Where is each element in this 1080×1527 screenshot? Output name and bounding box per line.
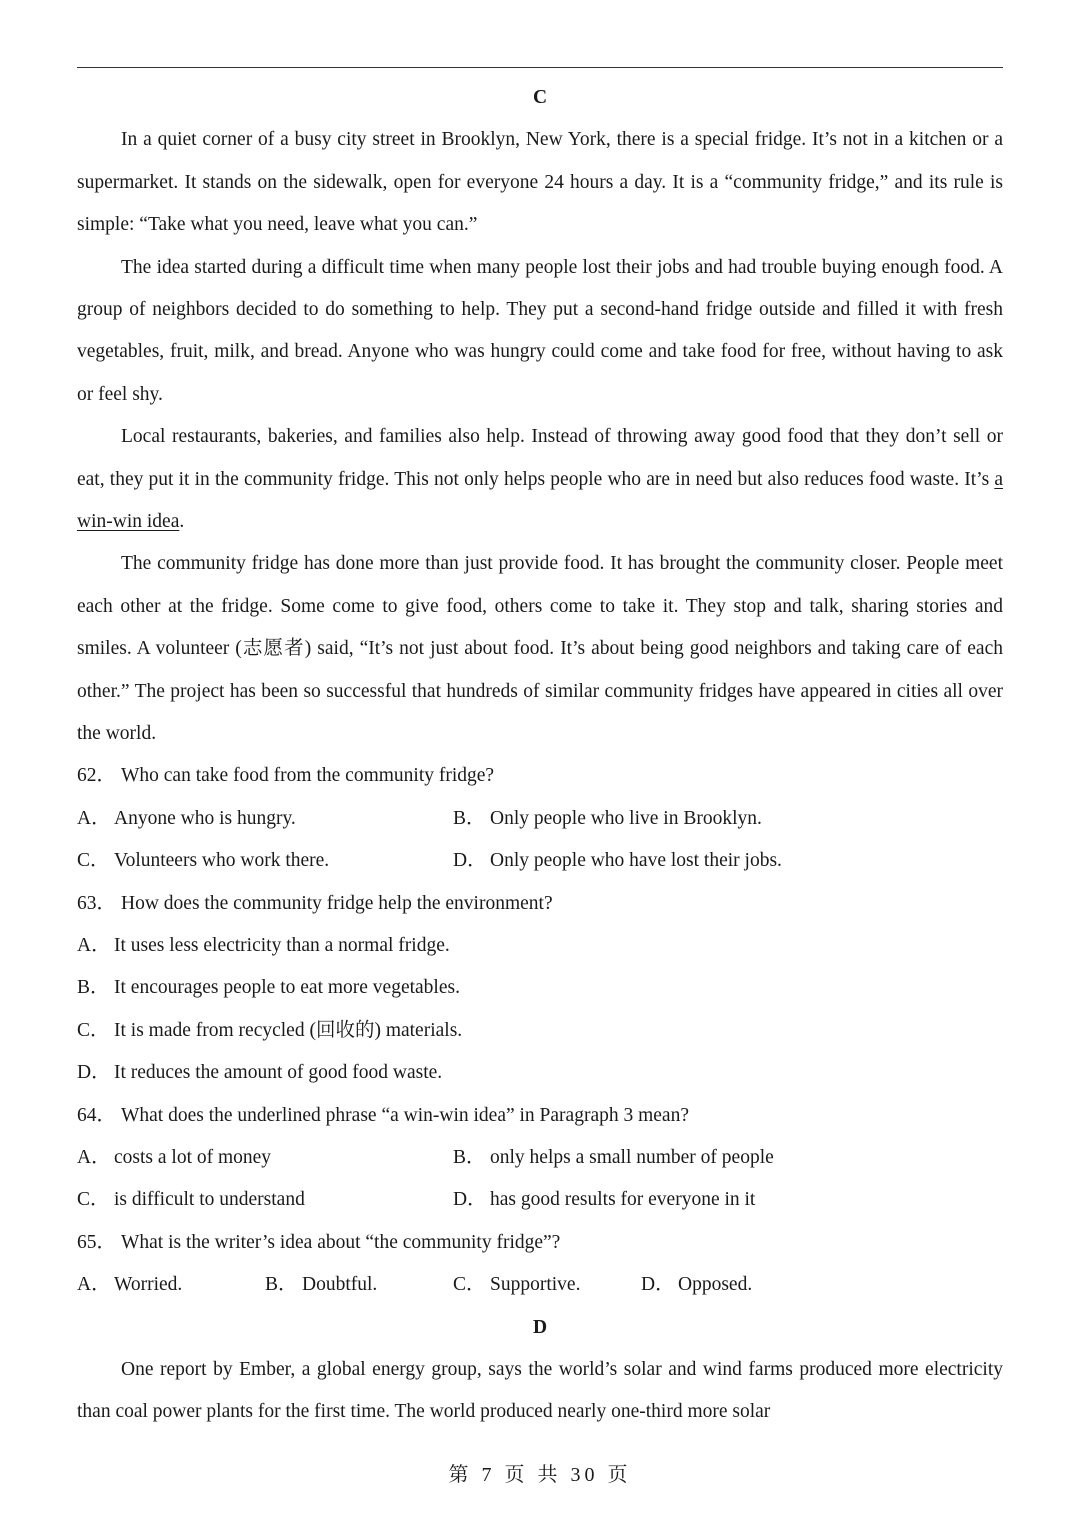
header-rule	[77, 67, 1003, 68]
option-d[interactable]	[453, 1179, 755, 1221]
option-a[interactable]	[77, 1137, 271, 1179]
option-letter: A．	[77, 935, 111, 957]
question-64-options-row-1	[77, 1137, 1003, 1179]
option-text: Supportive.	[490, 1274, 581, 1296]
option-text: is difficult to understand	[114, 1189, 305, 1211]
paragraph-text: The idea started during a difficult time when many people lost their jobs and had trouble buying enough food. A group of neighbors decided to do something to help. They put a second-hand fridge outside and filled it with fresh vegetables, fruit, milk, and bread. Anyone who was hungry could come and take food for free, without having to ask or feel shy.	[77, 256, 1003, 405]
option-c[interactable]	[77, 1010, 1003, 1052]
question-62	[77, 755, 1003, 797]
option-letter: A．	[77, 1147, 111, 1168]
option-letter: B．	[77, 977, 110, 999]
option-text: Only people who have lost their jobs.	[490, 850, 782, 872]
question-text: What does the underlined phrase “a win-win idea” in Paragraph 3 mean?	[121, 1104, 689, 1126]
option-text: Anyone who is hungry.	[114, 807, 296, 829]
option-text: It is made from recycled (回收的) materials.	[114, 1019, 463, 1041]
paragraph-text: Local restaurants, bakeries, and families also help. Instead of throwing away good food that they don’t sell or eat, they put it in the community fridge. This not only helps people who are in need but also reduces food waste. It’s	[77, 426, 1003, 490]
paragraph-text: In a quiet corner of a busy city street in Brooklyn, New York, there is a special fridge. It’s not in a kitchen or a supermarket. It stands on the sidewalk, open for everyone 24 hours a day. It is a “community fridge,” and its rule is simple: “Take what you need, leave what you can.”	[77, 129, 1003, 236]
option-letter: D．	[453, 1189, 487, 1211]
page-footer: 第 7 页 共 30 页	[448, 1464, 632, 1486]
question-number: 64．	[77, 1104, 117, 1126]
passage-c-paragraph-1	[77, 119, 1003, 246]
passage-d-paragraph-1	[77, 1349, 1003, 1434]
option-text: only helps a small number of people	[490, 1147, 774, 1168]
option-d[interactable]	[453, 840, 782, 882]
option-text: Doubtful.	[302, 1274, 378, 1296]
option-letter: C．	[77, 850, 110, 872]
question-64	[77, 1095, 1003, 1137]
option-text: Only people who live in Brooklyn.	[490, 807, 762, 829]
option-letter: B．	[265, 1274, 298, 1296]
option-letter: D．	[77, 1062, 111, 1084]
option-a[interactable]	[77, 798, 296, 840]
option-letter: B．	[453, 807, 486, 829]
option-letter: C．	[77, 1019, 110, 1041]
question-number: 62．	[77, 765, 117, 787]
option-b[interactable]	[453, 798, 762, 840]
option-text: costs a lot of money	[114, 1147, 272, 1168]
question-62-options-row-1	[77, 798, 1003, 840]
question-64-options-row-2	[77, 1179, 1003, 1221]
option-text: Worried.	[114, 1274, 183, 1296]
option-b[interactable]	[453, 1137, 774, 1179]
question-number: 65．	[77, 1231, 117, 1253]
question-62-options-row-2	[77, 840, 1003, 882]
passage-c-paragraph-2	[77, 247, 1003, 417]
paragraph-text: The community fridge has done more than just provide food. It has brought the community closer. People meet each other at the fridge. Some come to give food, others come to take it. They stop and talk, sharing stories and smiles. A volunteer (志愿者) said, “It’s not just about food. It’s about being good neighbors and taking care of each other.” The project has been so successful that hundreds of similar community fridges have appeared in cities all over the world.	[77, 553, 1003, 745]
option-text: Volunteers who work there.	[114, 850, 330, 872]
option-c[interactable]	[77, 840, 329, 882]
option-letter: A．	[77, 807, 111, 829]
section-d-label: D	[532, 1316, 548, 1338]
question-65-options-row	[77, 1264, 1003, 1306]
option-letter: D．	[453, 850, 487, 872]
option-letter: B．	[453, 1147, 486, 1168]
option-d[interactable]	[641, 1264, 752, 1306]
question-text: How does the community fridge help the environment?	[121, 892, 553, 914]
option-letter: C．	[77, 1189, 110, 1211]
option-b[interactable]	[265, 1264, 377, 1306]
option-c[interactable]	[453, 1264, 580, 1306]
option-letter: C．	[453, 1274, 486, 1296]
paragraph-text: .	[179, 511, 185, 533]
question-text: Who can take food from the community fridge?	[121, 765, 495, 787]
passage-c-paragraph-4	[77, 543, 1003, 755]
question-63	[77, 883, 1003, 925]
underlined-phrase: a win-win idea	[77, 468, 1003, 533]
document-page	[77, 0, 1003, 1527]
option-text: It encourages people to eat more vegetables.	[114, 977, 460, 999]
passage-c-paragraph-3	[77, 416, 1003, 543]
page-content	[77, 77, 1003, 1434]
option-letter: A．	[77, 1274, 111, 1296]
option-text: It reduces the amount of good food waste.	[114, 1062, 443, 1084]
option-text: Opposed.	[678, 1274, 753, 1296]
question-number: 63．	[77, 892, 117, 914]
paragraph-text: One report by Ember, a global energy group, says the world’s solar and wind farms produced more electricity than coal power plants for the first time. The world produced nearly one-third more solar	[77, 1358, 1003, 1423]
option-text: has good results for everyone in it	[490, 1189, 756, 1211]
option-c[interactable]	[77, 1179, 305, 1221]
option-b[interactable]	[77, 967, 1003, 1009]
option-a[interactable]	[77, 1264, 182, 1306]
option-d[interactable]	[77, 1052, 1003, 1094]
option-text: It uses less electricity than a normal fridge.	[114, 935, 450, 957]
question-text: What is the writer’s idea about “the community fridge”?	[121, 1231, 561, 1253]
question-65	[77, 1222, 1003, 1264]
section-c-label: C	[532, 87, 548, 108]
option-a[interactable]	[77, 925, 1003, 967]
option-letter: D．	[641, 1274, 675, 1296]
